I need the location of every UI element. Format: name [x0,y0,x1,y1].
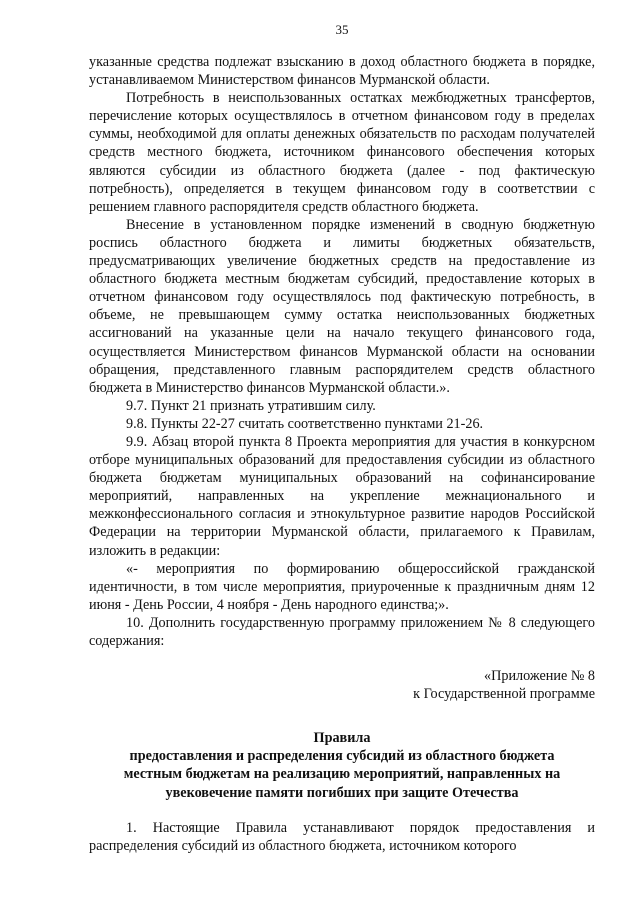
rules-title [89,729,595,801]
appendix-caption [89,667,595,703]
document-page [89,20,595,855]
paragraph: Внесение в установленном порядке изменений в сводную бюджетную роспись областного бюджета и лимиты бюджетных обязательств, предусматривающих увеличение бюджетных средств на предоставление из областного бюджета местным бюджетам субсидий, предоставление которых в отчетном финансовом году осуществлялось под фактическую потребность, в объеме, не превышающем сумму остатка неиспользованных бюджетных ассигнований на указанные цели на начало текущего финансового года, осуществляется Министерством финансов Мурманской области на основании обращения, представленного главным распорядителем средств областного бюджета в Министерство финансов Мурманской области.». [89,216,595,396]
paragraph: «- мероприятия по формированию общероссийской гражданской идентичности, в том числе мероприятия, приуроченные к праздничным дням 12 июня - День России, 4 ноября - День народного единства;». [89,560,595,613]
paragraph: 9.8. Пункты 22-27 считать соответственно пунктами 21-26. [126,415,484,432]
appendix-line: «Приложение № 8 [484,668,595,685]
body-text [89,53,595,650]
paragraph: 1. Настоящие Правила устанавливают порядок предоставления и распределения субсидий из областного бюджета, источником которого [89,819,595,854]
rules-body [89,819,595,855]
paragraph: 9.7. Пункт 21 признать утратившим силу. [126,397,376,414]
paragraph: Потребность в неиспользованных остатках межбюджетных трансфертов, перечисление которых осуществлялось в отчетном финансовом году в пределах суммы, необходимой для оплаты денежных обязательств по расходам получателей средств местного бюджета, источником финансового обеспечения которых являются субсидии из областного бюджета (далее - под фактическую потребность), определяется в текущем финансовом году в соответствии с решением главного распорядителя средств областного бюджета. [89,90,595,215]
title-line: Правила [313,730,371,747]
page-number: 35 [335,22,349,37]
appendix-line: к Государственной программе [413,686,595,703]
paragraph: 10. Дополнить государственную программу приложением № 8 следующего содержания: [89,614,595,649]
title-line: предоставления и распределения субсидий из областного бюджета [129,748,555,765]
paragraph: указанные средства подлежат взысканию в доход областного бюджета в порядке, устанавливаемом Министерством финансов Мурманской области. [89,54,595,89]
paragraph: 9.9. Абзац второй пункта 8 Проекта мероприятия для участия в конкурсном отборе муниципальных образований для предоставления субсидии из областного бюджета бюджетам муниципальных образований на софинансирование мероприятий, направленных на укрепление межнационального и межконфессионального согласия и этнокультурное развитие народов Российской Федерации на территории Мурманской области, прилагаемого к Правилам, изложить в редакции: [89,433,595,559]
title-line: увековечение памяти погибших при защите Отечества [165,784,519,801]
title-line: местным бюджетам на реализацию мероприятий, направленных на [123,766,561,783]
